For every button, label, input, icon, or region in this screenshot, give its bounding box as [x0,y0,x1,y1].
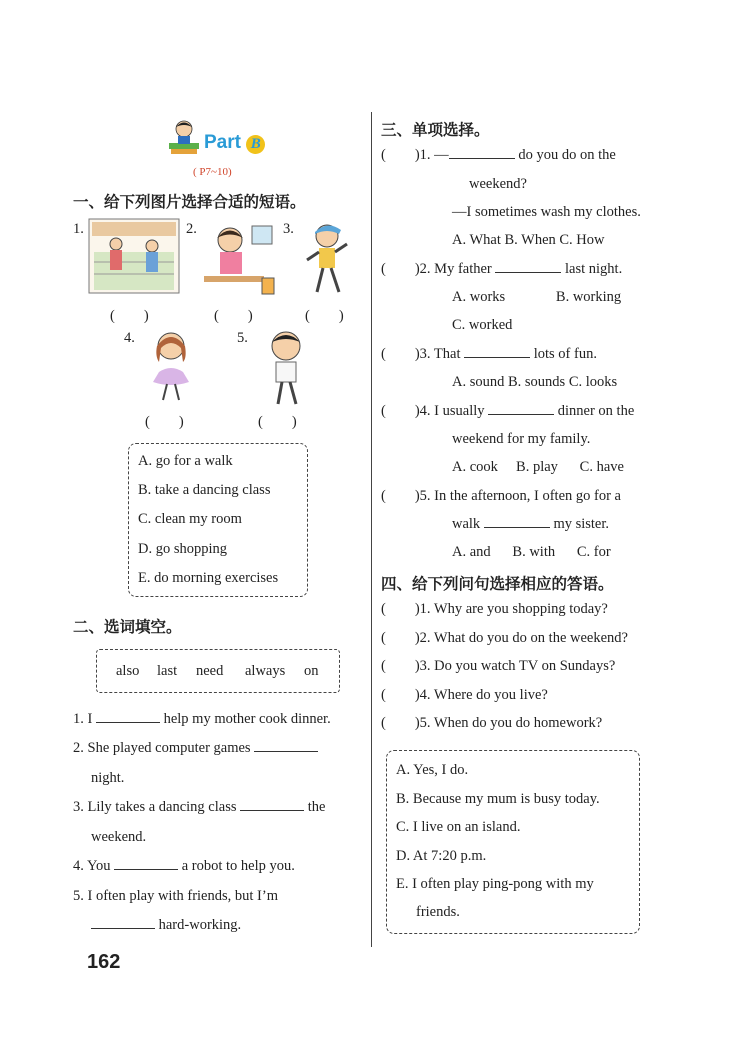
page-number: 162 [87,951,121,973]
fill-item-text: 3. Lily takes a dancing class [73,799,237,815]
fill-blank[interactable] [488,414,554,415]
match-question-1 [381,601,608,618]
question-text: weekend? [469,176,527,192]
match-question-5 [381,715,602,732]
answer-paren[interactable]: ( [381,346,415,362]
question-text: )5. When do you do homework? [414,715,603,731]
mc-q5 [381,488,621,505]
fill-item-text: night. [91,770,125,786]
question-text: —I sometimes wash my clothes. [452,204,641,220]
page-range: ( P7~10) [193,166,232,178]
fill-item-text: a robot to help you. [181,858,295,874]
shopping-picture [88,218,180,294]
answer-option: C. I live on an island. [396,819,521,835]
fill-item-2 [73,740,318,757]
dancing-girl-picture [143,328,201,402]
fill-item-5-cont [91,917,241,934]
phrase-option: D. go shopping [138,541,228,557]
fill-item-text: 4. You [73,858,111,874]
question-text: )5. In the afternoon, I often go for a [414,488,621,504]
mc-q5-cont [452,516,609,533]
fill-item-text: help my mother cook dinner. [163,711,331,727]
answer-blank-5[interactable]: ( ) [258,414,297,430]
morning-exercise-picture [303,220,353,298]
question-text: )4. I usually [414,403,485,419]
fill-blank[interactable] [449,158,515,159]
part-header [204,132,265,154]
mc-q4 [381,403,634,420]
fill-blank[interactable] [484,527,550,528]
choice-options: A. and B. with C. for [452,544,611,560]
question-text: )2. What do you do on the weekend? [414,630,628,646]
answer-paren[interactable]: ( [381,630,415,646]
question-text: weekend for my family. [452,431,591,447]
answer-paren[interactable]: ( [381,147,415,163]
fill-item-1 [73,711,331,728]
question-text: )3. Do you watch TV on Sundays? [414,658,616,674]
fill-blank[interactable] [254,751,318,752]
match-question-4 [381,687,548,704]
fill-item-text: 2. She played computer games [73,740,251,756]
pic-num-3: 3. [283,221,294,237]
fill-blank[interactable] [495,272,561,273]
mc-q3 [381,346,597,363]
answer-option: A. Yes, I do. [396,762,469,778]
question-text: )1. Why are you shopping today? [414,601,608,617]
section3-title: 三、单项选择。 [381,121,490,139]
choice-options: A. cook B. play C. have [452,459,624,475]
fill-item-4 [73,858,295,875]
boy-walking-picture [256,328,314,406]
mc-q1 [381,147,616,164]
answer-option: friends. [416,904,460,920]
cleaning-room-picture [200,218,280,298]
answer-blank-4[interactable]: ( ) [145,414,184,430]
question-text: dinner on the [557,403,635,419]
fill-item-text: the [307,799,326,815]
fill-item-text: weekend. [91,829,147,845]
pic-num-4: 4. [124,330,135,346]
match-question-3 [381,658,615,675]
fill-item-text: hard-working. [158,917,242,933]
question-text: lots of fun. [533,346,597,362]
choice-options: A. sound B. sounds C. looks [452,374,618,390]
question-text: my sister. [553,516,610,532]
column-divider [371,112,372,947]
pic-num-1: 1. [73,221,84,237]
word-bank-word: on [304,663,319,679]
fill-item-text: 1. I [73,711,93,727]
fill-blank[interactable] [114,869,178,870]
answer-paren[interactable]: ( [381,488,415,504]
section1-title: 一、给下列图片选择合适的短语。 [73,193,306,211]
question-text: )1. — [414,147,449,163]
answer-paren[interactable]: ( [381,658,415,674]
fill-blank[interactable] [240,810,304,811]
choice-options: A. works B. working [452,289,622,305]
answer-option: E. I often play ping-pong with my [396,876,594,892]
section2-title: 二、选词填空。 [73,618,182,636]
answer-paren[interactable]: ( [381,687,415,703]
answer-option: D. At 7:20 p.m. [396,848,487,864]
choice-options: C. worked [452,317,513,333]
fill-blank[interactable] [464,357,530,358]
choice-options: A. What B. When C. How [452,232,605,248]
answer-blank-1[interactable]: ( ) [110,308,149,324]
fill-blank[interactable] [91,928,155,929]
word-bank-word: last [157,663,178,679]
pic-num-5: 5. [237,330,248,346]
phrase-option: E. do morning exercises [138,570,279,586]
word-bank-word: need [196,663,224,679]
fill-item-3 [73,799,325,816]
answer-paren[interactable]: ( [381,403,415,419]
fill-item-5: 5. I often play with friends, but I’m [73,888,278,904]
match-question-2 [381,630,628,647]
answer-blank-3[interactable]: ( ) [305,308,344,324]
section4-title: 四、给下列问句选择相应的答语。 [381,575,614,593]
answer-paren[interactable]: ( [381,601,415,617]
question-text: )4. Where do you live? [414,687,548,703]
part-badge: B [246,135,265,154]
part-title: Part [204,132,241,153]
pic-num-2: 2. [186,221,197,237]
phrase-option: C. clean my room [138,511,242,527]
fill-blank[interactable] [96,722,160,723]
word-bank-word: always [245,663,286,679]
word-bank-word: also [116,663,140,679]
phrase-option: A. go for a walk [138,453,233,469]
phrase-option: B. take a dancing class [138,482,271,498]
question-text: )2. My father [414,261,492,277]
question-text: )3. That [414,346,461,362]
question-text: do you do on the [518,147,616,163]
answer-option: B. Because my mum is busy today. [396,791,600,807]
student-mascot-icon [165,117,203,157]
answer-paren[interactable]: ( [381,715,415,731]
mc-q2 [381,261,622,278]
answer-blank-2[interactable]: ( ) [214,308,253,324]
question-text: walk [452,516,481,532]
answer-paren[interactable]: ( [381,261,415,277]
question-text: last night. [565,261,623,277]
